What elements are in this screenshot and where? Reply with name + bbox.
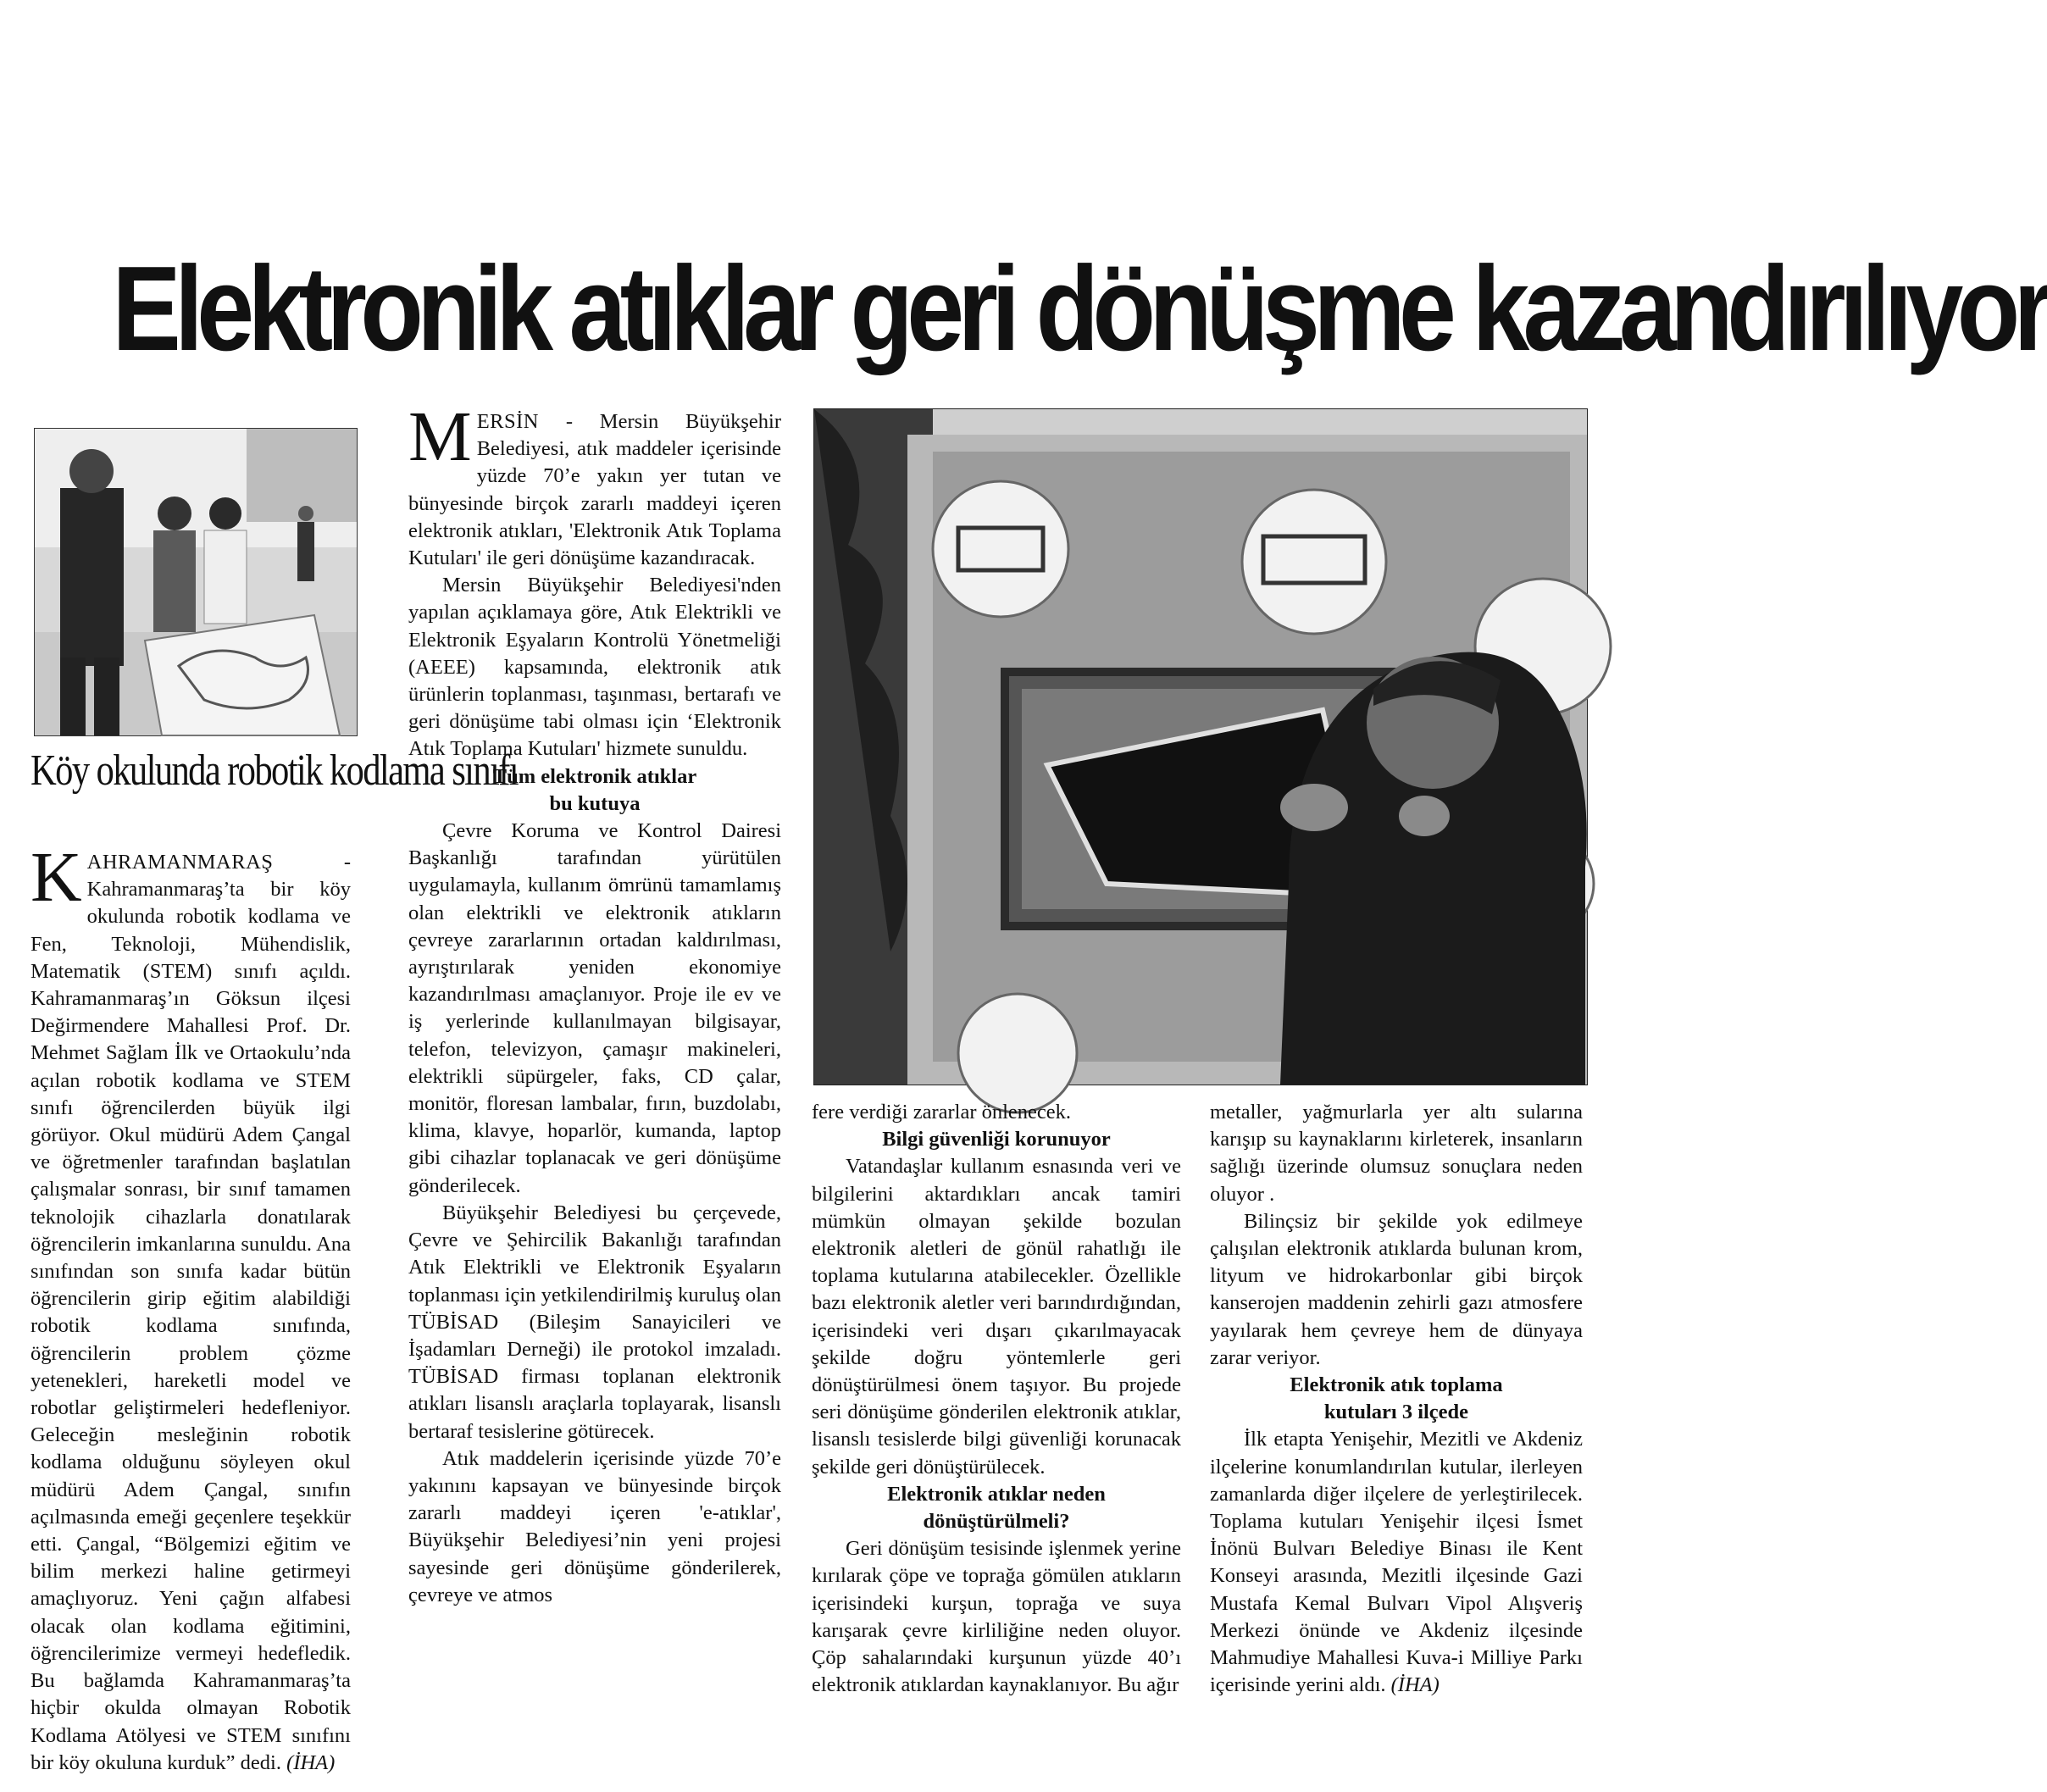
story2-paragraph-2: Mersin Büyükşehir Belediyesi'nden yapılan açıklamaya göre, Atık Elektrikli ve Elektronik Eşyaların Kontrolü Yönetmeliği (AEEE) kapsamında, elektronik atık ürünlerin toplanması, taşınması, bertarafı ve geri dönüşüme tabi olması için ‘Elektronik Atık Toplama Kutuları' hizmete sunuldu. <box>408 574 781 761</box>
story2-subhead-1 <box>408 763 781 818</box>
story1-dropcap: K <box>31 838 82 917</box>
story2-column-2 <box>812 1099 1181 1699</box>
story2-column-3 <box>1210 1099 1583 1699</box>
story2-city: ERSİN <box>476 410 539 433</box>
story2-paragraph-3: Çevre Koruma ve Kontrol Dairesi Başkanlığı tarafından yürütülen uygulamayla, kullanım ömrünü tamamlamış olan elektrikli ve elektronik atıkların çevreye zararlarının ortadan kaldırılması, ayrıştırılarak yeniden ekonomiye kazandırılması amaçlanıyor. Proje ile ev ve iş yerlerinde kullanılmayan bilgisayar, telefon, televizyon, çamaşır makineleri, elektrikli süpürgeler, faks, CD çalar, monitör, floresan lambalar, fırın, buzdolabı, klima, klavye, hoparlör, kumanda, laptop gibi cihazlar toplanacak ve geri dönüşüme gönderilecek. <box>408 819 781 1197</box>
story2-paragraph-10: Bilinçsiz bir şekilde yok edilmeye çalışılan elektronik atıklarda bulunan krom, lityum ve hidrokarbonlar gibi birçok kanserojen maddenin zehirli gazı atmosfere yayılarak hem çevreye hem de dünyaya zarar veriyor. <box>1210 1209 1583 1369</box>
story1-source: (İHA) <box>286 1750 336 1774</box>
story2-subhead-3 <box>812 1481 1181 1535</box>
story2-paragraph-5: Atık maddelerin içerisinde yüzde 70’e yakınını kapsayan ve bünyesinde birçok zararlı maddeyi içeren 'e-atıklar', Büyükşehir Belediyesi’nin yeni projesi sayesinde geri dönüşüme gönderilerek, çevreye ve atmos <box>408 1446 781 1606</box>
story2-column-1 <box>408 397 781 1609</box>
story2-paragraph-6: fere verdiği zararlar önlenecek. <box>812 1101 1072 1123</box>
recycling-box-photo <box>813 408 1588 1085</box>
story2-lead-paragraph <box>408 397 781 572</box>
story1-title: Köy okulunda robotik kodlama sınıfı <box>31 746 519 795</box>
story1-body: - Kahramanmaraş’ta bir köy okulunda robotik kodlama ve Fen, Teknoloji, Mühendislik, Matematik (STEM) sınıfı açıldı. Kahramanmaraş’ın Göksun ilçesi Değirmendere Mahallesi Prof. Dr. Mehmet Sağlam İlk ve Ortaokulu’nda açılan robotik kodlama ve STEM sınıfı öğrencilerden büyük ilgi görüyor. Okul müdürü Adem Çangal ve öğretmenler tarafından başlatılan çalışmalar sonrası, bir sınıf tamamen teknolojik cihazlarla donatılarak öğrencilerin imkanlarına sunuldu. Ana sınıfından son sınıfa kadar bütün öğrencilerin girip eğitim alabildiği robotik kodlama sınıfında, öğrencilerin problem çözme yetenekleri, hareketli model ve robotlar geliştirmeleri hedefleniyor. Geleceğin mesleğinin robotik kodlama olduğunu söyleyen okul müdürü Adem Çangal, sınıfın açılmasında emeği geçenlere teşekkür etti. Çangal, “Bölgemizi eğitim ve bilim merkezi haline getirmeyi amaçlıyoruz. Yeni çağın alfabesi olacak olan kodlama eğitimini, öğrencilerimize vermeyi hedefledik. Bu bağlamda Kahramanmaraş’ta hiçbir okulda olmayan Robotik Kodlama Atölyesi ve STEM sınıfını bir köy okuluna kurduk” dedi. <box>31 851 351 1774</box>
story2-subhead-3-line2: dönüştürülmeli? <box>923 1510 1070 1534</box>
story2-subhead-4-line1: Elektronik atık toplama <box>1290 1373 1503 1397</box>
story1-city: AHRAMANMARAŞ <box>86 851 274 874</box>
story2-subhead-4 <box>1210 1372 1583 1426</box>
story2-subhead-2: Bilgi güvenliği korunuyor <box>882 1128 1111 1151</box>
story2-paragraph-4: Büyükşehir Belediyesi bu çerçevede, Çevre ve Şehircilik Bakanlığı tarafından Atık Elektrikli ve Elektronik Eşyaların toplanması için yetkilendirilmiş kuruluş olan TÜBİSAD (Bileşim Sanayicileri ve İşadamları Derneği) ile protokol imzaladı. TÜBİSAD firması toplanan elektronik atıkları lisanslı araçlarla toplayarak, lisanslı bertaraf tesislerine götürecek. <box>408 1201 781 1443</box>
story2-paragraph-11-text: İlk etapta Yenişehir, Mezitli ve Akdeniz ilçelerine konumlandırılan kutular, ilerleyen zamanlarda diğer ilçelere de yerleştirilecek. Toplama kutuları Yenişehir ilçesi İsmet İnönü Bulvarı Belediye Binası ile Kent Konseyi arasında, Mezitli ilçesinde Gazi Mustafa Kemal Bulvarı Vipol Alışveriş Merkezi önünde ve Akdeniz ilçesinde Mahmudiye Mahallesi Kuva-i Milliye Parkı içerisinde yerini aldı. <box>1210 1428 1583 1697</box>
story2-subhead-1-line2: bu kutuya <box>549 791 641 815</box>
story2-paragraph-8: Geri dönüşüm tesisinde işlenmek yerine kırılarak çöpe ve toprağa gömülen atıkların içerisindeki kurşun, toprağa ve suya karışarak çevre kirliliğine neden oluyor. Çöp sahalarındaki kurşunun yüzde 40’ı elektronik atıklardan kaynaklanıyor. Bu ağır <box>812 1537 1181 1697</box>
story2-subhead-3-line1: Elektronik atıklar neden <box>887 1482 1106 1506</box>
story2-paragraph-11 <box>1210 1426 1583 1699</box>
story2-dropcap: M <box>408 397 472 476</box>
story1-lead-paragraph <box>31 838 351 1777</box>
story1-column <box>31 838 351 1777</box>
story2-paragraph-9: metaller, yağmurlarla yer altı sularına karışıp su kaynaklarını kirleterek, insanların sağlığı üzerinde olumsuz sonuçlara neden oluyor . <box>1210 1101 1583 1206</box>
classroom-photo <box>34 428 358 736</box>
story2-source: (İHA) <box>1390 1673 1440 1697</box>
headline: Elektronik atıklar geri dönüşme kazandırılıyor <box>112 241 2047 376</box>
story2-subhead-4-line2: kutuları 3 ilçede <box>1323 1401 1469 1424</box>
story2-paragraph-7: Vatandaşlar kullanım esnasında veri ve bilgilerini aktardıkları ancak tamiri mümkün olmayan şekilde bozulan elektronik aletleri de gönül rahatlığı ile toplama kutularına atabilecekler. Özellikle bazı elektronik aletler veri barındırdığından, içerisindeki veri dışarı çıkarılmayacak şekilde doğru yöntemlerle geri dönüştürülmesi önem taşıyor. Bu projede seri dönüşüme gönderilen elektronik atıklar, lisanslı tesislerde bilgi güvenliği korunacak şekilde geri dönüştürülecek. <box>812 1155 1181 1479</box>
story2-subhead-1-line1: Tüm elektronik atıklar <box>492 764 697 788</box>
story2-lead: - Mersin Büyükşehir Belediyesi, atık maddeler içerisinde yüzde 70’e yakın yer tutan ve bünyesinde birçok zararlı maddeyi içeren elektronik atıkları, 'Elektronik Atık Toplama Kutuları' ile geri dönüşüme kazandıracak. <box>408 410 781 570</box>
